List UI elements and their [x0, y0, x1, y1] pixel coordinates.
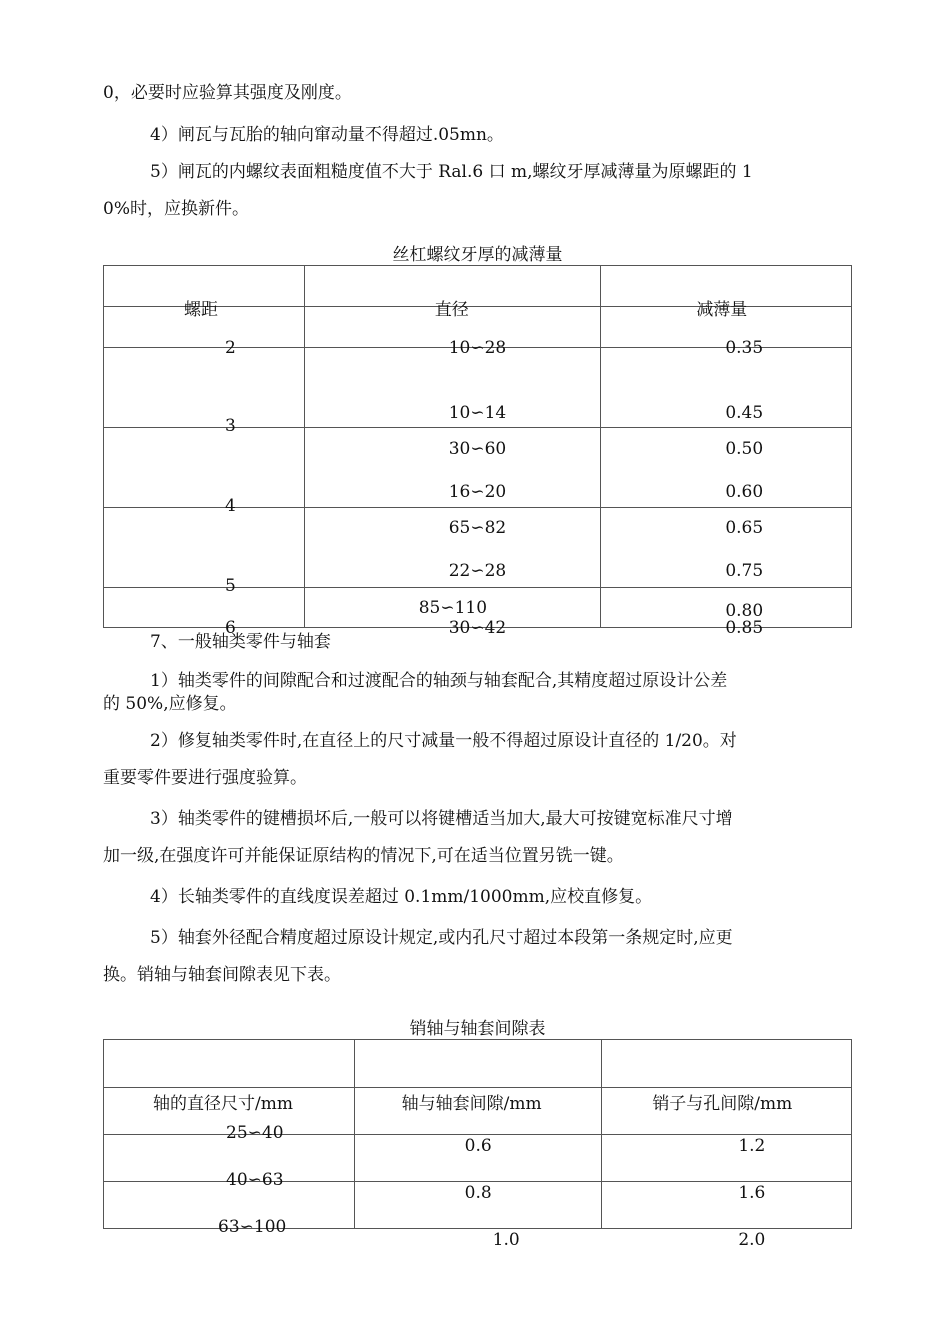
paragraph-line: 换。销轴与轴套间隙表见下表。: [103, 965, 341, 985]
pitch-cell: 3: [225, 415, 236, 436]
diameter-cell: 30∽42: [448, 617, 507, 638]
pitch-cell: 5: [225, 575, 236, 596]
thread-thinning-table: [103, 265, 852, 638]
paragraph-line: 0，必要时应验算其强度及刚度。: [103, 83, 352, 103]
diameter-cell: 63∽100: [218, 1217, 287, 1237]
paragraph-line: 0%时，应换新件。: [103, 199, 249, 219]
paragraph-line: 加一级,在强度许可并能保证原结构的情况下,可在适当位置另铣一键。: [103, 846, 624, 866]
pin-gap-cell: 1.2: [738, 1136, 766, 1156]
paragraph-line: 5）轴套外径配合精度超过原设计规定,或内孔尺寸超过本段第一条规定时,应更: [150, 928, 733, 948]
diameter-cell: 10∽28: [448, 338, 507, 358]
pitch-cell: 2: [225, 338, 236, 358]
paragraph-line: 5）闸瓦的内螺纹表面粗糙度值不大于 Ral.6 口 m,螺纹牙厚减薄量为原螺距的 1: [150, 162, 753, 182]
shaft-gap-cell: 0.6: [464, 1136, 492, 1156]
diameter-cell: 25∽40: [226, 1123, 284, 1143]
diameter-cell: 30∽60: [448, 438, 507, 459]
paragraph-line: 3）轴类零件的键槽损坏后,一般可以将键槽适当加大,最大可按键宽标准尺寸增: [150, 809, 733, 829]
diameter-cell: 40∽63: [226, 1170, 284, 1190]
value-cell: 0.80: [725, 600, 764, 621]
diameter-cell: 16∽20: [448, 481, 507, 502]
value-cell: 0.85: [725, 617, 764, 638]
value-cell: 0.50: [725, 438, 764, 459]
pin-gap-cell: 2.0: [738, 1230, 766, 1250]
shaft-gap-cell: 1.0: [492, 1230, 520, 1250]
pin-clearance-table: [103, 1039, 852, 1250]
paragraph-line: 4）闸瓦与瓦胎的轴向窜动量不得超过.05mn。: [150, 125, 504, 145]
table1-caption: 丝杠螺纹牙厚的减薄量: [392, 245, 563, 265]
header-diameter: 直径: [434, 300, 469, 320]
value-cell: 0.35: [725, 338, 764, 358]
section-heading: 7、一般轴类零件与轴套: [150, 632, 331, 652]
paragraph-line: 重要零件要进行强度验算。: [103, 768, 307, 788]
table-header-row: [104, 1040, 852, 1088]
value-cell: 0.65: [725, 517, 764, 538]
diameter-cell: 10∽14: [448, 402, 507, 423]
diameter-cell: 22∽28: [448, 560, 507, 581]
diameter-cell: 65∽82: [448, 517, 507, 538]
value-cell: 0.60: [725, 481, 764, 502]
diameter-cell: 85∽110: [418, 597, 488, 618]
header-pin-gap: 销子与孔间隙/mm: [652, 1093, 793, 1114]
pin-gap-cell: 1.6: [738, 1183, 766, 1203]
value-cell: 0.75: [725, 560, 764, 581]
pitch-cell: 4: [225, 495, 236, 516]
pitch-cell: 6: [225, 617, 236, 638]
value-cell: 0.45: [725, 402, 764, 423]
paragraph-line: 2）修复轴类零件时,在直径上的尺寸减量一般不得超过原设计直径的 1/20。对: [150, 731, 737, 751]
header-diameter: 轴的直径尺寸/mm: [153, 1093, 293, 1114]
header-pitch: 螺距: [184, 300, 218, 320]
shaft-gap-cell: 0.8: [464, 1183, 492, 1203]
table-header-row: [104, 266, 852, 307]
header-thinning: 减薄量: [696, 300, 748, 320]
table-row: [104, 348, 852, 428]
header-shaft-gap: 轴与轴套间隙/mm: [401, 1093, 542, 1114]
paragraph-line: 1）轴类零件的间隙配合和过渡配合的轴颈与轴套配合,其精度超过原设计公差: [150, 671, 728, 691]
table2-caption: 销轴与轴套间隙表: [409, 1019, 546, 1039]
paragraph-line: 的 50%,应修复。: [103, 694, 237, 714]
paragraph-line: 4）长轴类零件的直线度误差超过 0.1mm/1000mm,应校直修复。: [150, 887, 653, 907]
